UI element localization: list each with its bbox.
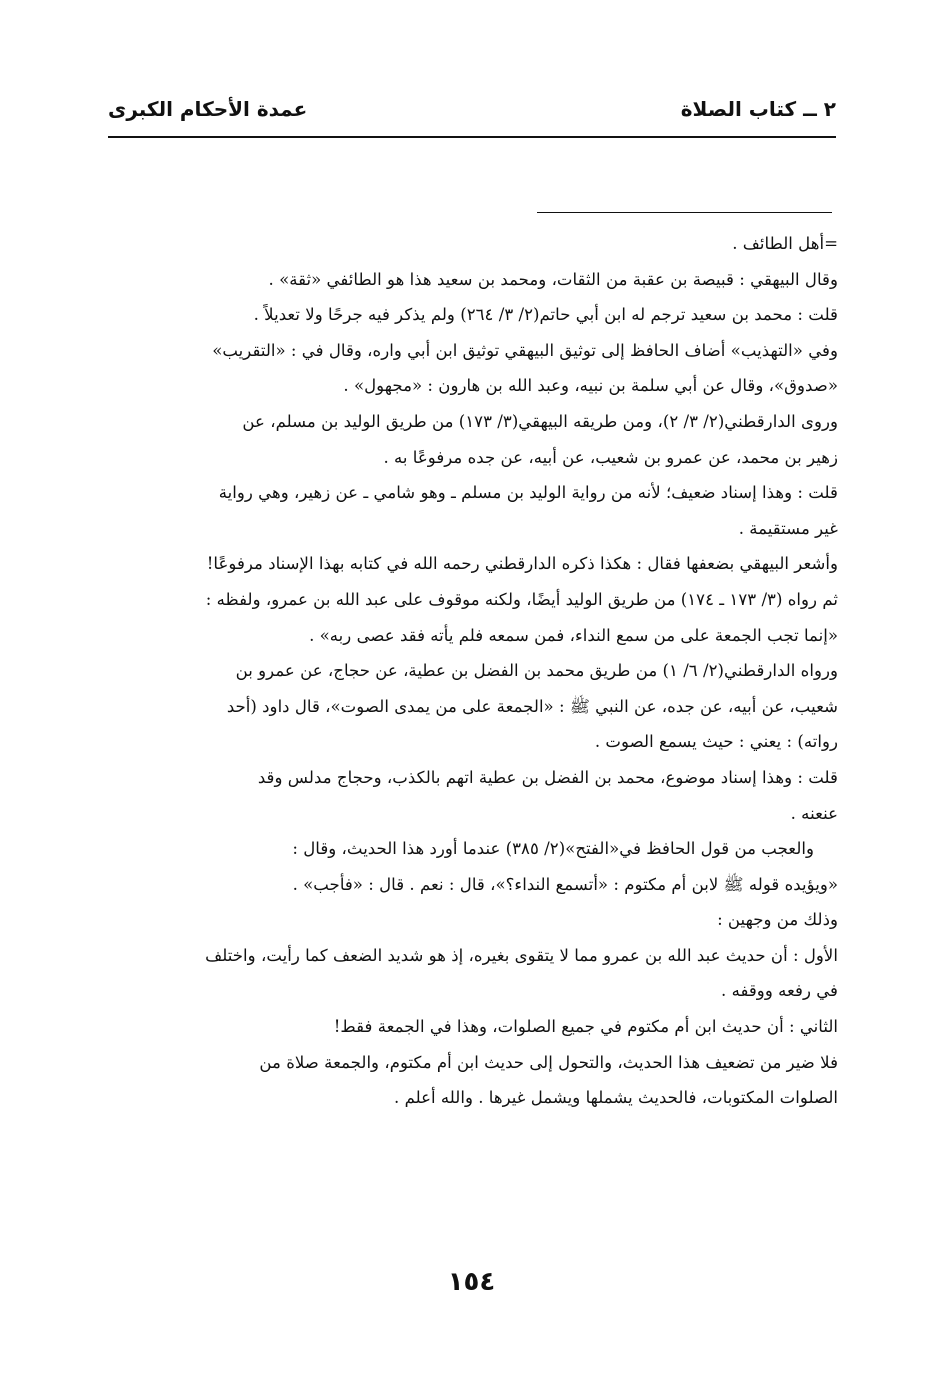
page-number: ١٥٤ <box>447 1267 496 1297</box>
text-line: عنعنه . <box>790 803 838 823</box>
text-line: قلت : محمد بن سعيد ترجم له ابن أبي حاتم(٢/ ٣/ ٢٦٤) ولم يذكر فيه جرحًا ولا تعديلاً . <box>253 305 838 325</box>
text-line: الثاني : أن حديث ابن أم مكتوم في جميع الصلوات، وهذا في الجمعة فقط! <box>333 1017 838 1037</box>
text-line: رواته) : يعني : حيث يسمع الصوت . <box>594 732 838 752</box>
text-line: وأشعر البيهقي بضعفها فقال : هكذا ذكره الدارقطني رحمه الله في كتابه بهذا الإسناد مرفوعًا! <box>206 554 838 574</box>
header-divider <box>108 136 836 138</box>
text-line: وذلك من وجهين : <box>717 910 838 930</box>
text-line: في رفعه ووقفه . <box>721 981 838 1001</box>
text-line: وقال البيهقي : قبيصة بن عقبة من الثقات، ومحمد بن سعيد هذا هو الطائفي «ثقة» . <box>268 269 838 289</box>
text-line: غير مستقيمة . <box>738 518 838 538</box>
book-title: عمدة الأحكام الكبرى <box>108 97 308 121</box>
text-line: والعجب من قول الحافظ في«الفتح»(٢/ ٣٨٥) عندما أورد هذا الحديث، وقال : <box>292 839 814 859</box>
text-line: شعيب، عن أبيه، عن جده، عن النبي ﷺ : «الجمعة على من يمدى الصوت»، قال داود (أحد <box>226 696 838 716</box>
text-line: «صدوق»، وقال عن أبي سلمة بن نبيه، وعبد الله بن هارون : «مجهول» . <box>343 376 838 396</box>
chapter-title: ٢ ــ كتاب الصلاة <box>680 97 836 121</box>
text-line: «إنما تجب الجمعة على من سمع النداء، فمن سمعه فلم يأته فقد عصى ربه» . <box>309 625 838 645</box>
text-line: الأول : أن حديث عبد الله بن عمرو مما لا يتقوى بغيره، إذ هو شديد الضعف كما رأيت، واختلف <box>205 945 838 965</box>
text-line: وروى الدارقطني(٢/ ٣/ ٢)، ومن طريقه البيهقي(٣/ ١٧٣) من طريق الوليد بن مسلم، عن <box>242 411 838 431</box>
footnote-divider <box>537 212 832 213</box>
text-line: ورواه الدارقطني(٢/ ٦/ ١) من طريق محمد بن الفضل بن عطية، عن حجاج، عن عمرو بن <box>235 661 838 681</box>
text-line: فلا ضير من تضعيف هذا الحديث، والتحول إلى حديث ابن أم مكتوم، والجمعة صلاة من <box>259 1052 838 1072</box>
text-line: الصلوات المكتوبات، فالحديث يشملها ويشمل غيرها . والله أعلم . <box>394 1088 838 1108</box>
text-line: =أهل الطائف . <box>732 234 838 253</box>
text-line: قلت : وهذا إسناد موضوع، محمد بن الفضل بن عطية اتهم بالكذب، وحجاج مدلس وقد <box>257 767 838 787</box>
text-line: ثم رواه (٣/ ١٧٣ ـ ١٧٤) من طريق الوليد أيضًا، ولكنه موقوف على عبد الله بن عمرو، ولفظه : <box>205 589 838 609</box>
footnote-body <box>106 226 838 1116</box>
text-line: قلت : وهذا إسناد ضعيف؛ لأنه من رواية الوليد بن مسلم ـ وهو شامي ـ عن زهير، وهي رواية <box>218 483 838 503</box>
text-line: زهير بن محمد، عن عمرو بن شعيب، عن أبيه، عن جده مرفوعًا به . <box>383 447 838 467</box>
running-header <box>108 97 836 131</box>
text-line: «ويؤيده قوله ﷺ لابن أم مكتوم : «أتسمع النداء؟»، قال : نعم . قال : «فأجب» . <box>292 874 838 894</box>
text-line: وفي «التهذيب» أضاف الحافظ إلى توثيق البيهقي توثيق ابن أبي واره، وقال في : «التقريب» <box>212 340 838 360</box>
